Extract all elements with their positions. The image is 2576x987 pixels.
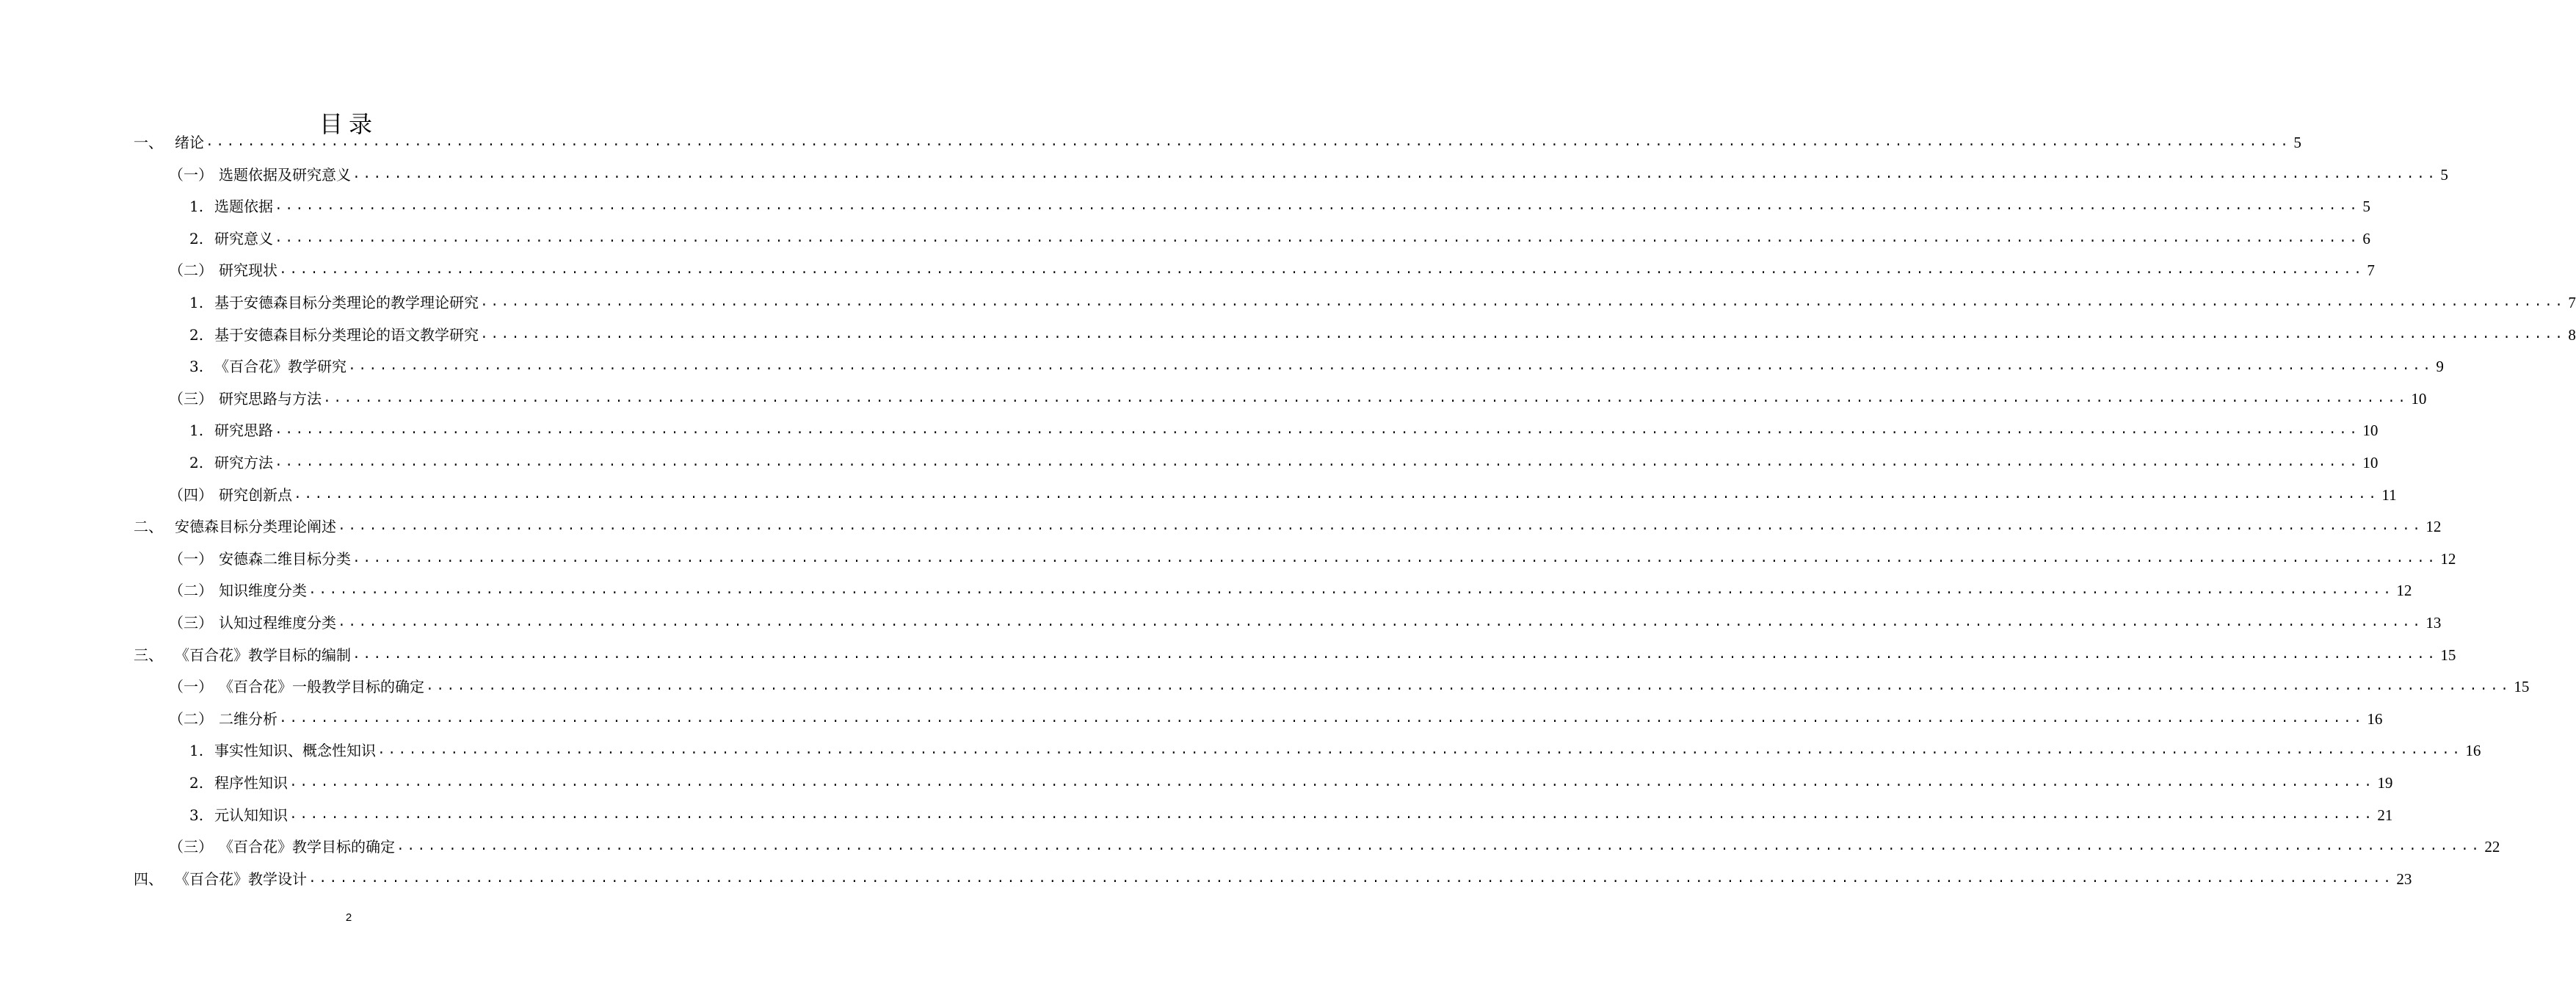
toc-entry-number: （一） [169,678,213,696]
toc-entry-number: 2. [189,774,204,792]
toc-entry[interactable] [169,549,2456,569]
toc-dot-leader: ........................................................................................................................................................................................................ [348,359,2434,375]
toc-entry-title: 基于安德森目标分类理论的教学理论研究 [214,294,479,311]
toc-entry-title: 选题依据及研究意义 [219,165,351,184]
toc-entry-title: 《百合花》教学目标的确定 [219,838,395,856]
toc-entry-page: 12 [2426,518,2442,536]
toc-entry-number: （二） [169,709,213,728]
toc-entry-title: 安德森二维目标分类 [219,549,351,568]
toc-entry[interactable] [189,773,2393,793]
toc-dot-leader: ........................................................................................................................................................................................................ [275,423,2360,438]
toc-entry-title: 事实性知识、概念性知识 [214,742,376,760]
toc-entry-number: 2. [189,454,204,471]
toc-entry-number: （二） [169,261,213,280]
toc-entry-number: 四、 [134,870,163,888]
page-number: 2 [345,911,352,924]
toc-dot-leader: ........................................................................................................................................................................................................ [275,231,2360,246]
toc-entry-page: 12 [2396,582,2412,600]
toc-entry-number: （三） [169,838,213,856]
toc-entry-page: 23 [2396,870,2412,888]
toc-dot-leader: ........................................................................................................................................................................................................ [480,327,2566,342]
toc-entry-title: 绪论 [175,134,204,151]
toc-entry-page: 5 [2440,165,2448,184]
toc-entry[interactable] [169,836,2500,857]
toc-entry[interactable] [189,325,2576,345]
toc-dot-leader: ........................................................................................................................................................................................................ [338,519,2423,535]
toc-entry[interactable] [134,132,2301,153]
toc-entry-page: 6 [2362,229,2370,247]
toc-dot-leader: ........................................................................................................................................................................................................ [352,647,2438,662]
toc-entry-page: 13 [2426,614,2442,632]
toc-entry-number: 3. [189,806,204,824]
toc-dot-leader: ........................................................................................................................................................................................................ [480,295,2566,310]
toc-entry-page: 21 [2377,806,2393,824]
toc-entry[interactable] [189,740,2481,761]
toc-entry[interactable] [189,356,2444,377]
toc-entry-page: 22 [2484,838,2500,856]
toc-dot-leader: ........................................................................................................................................................................................................ [294,487,2379,502]
toc-entry[interactable] [169,260,2375,281]
toc-entry[interactable] [134,645,2456,665]
toc-entry-title: 《百合花》一般教学目标的确定 [219,678,424,696]
toc-entry-title: 研究意义 [214,229,273,247]
toc-entry-page: 10 [2362,422,2379,440]
toc-entry-page: 15 [2440,646,2456,664]
toc-entry-number: 1. [189,742,204,760]
toc-dot-leader: ........................................................................................................................................................................................................ [289,776,2375,790]
toc-dot-leader: ........................................................................................................................................................................................................ [289,807,2375,822]
toc-entry-title: 研究创新点 [219,485,292,504]
toc-entry-number: （三） [169,614,213,632]
toc-entry-number: 1. [189,294,204,311]
toc-entry-number: （一） [169,165,213,184]
toc-entry[interactable] [189,420,2379,441]
toc-entry-title: 《百合花》教学研究 [214,358,347,376]
toc-entry-title: 研究思路 [214,422,273,440]
toc-entry-page: 5 [2293,134,2301,151]
toc-dot-leader: ........................................................................................................................................................................................................ [352,551,2438,566]
toc-entry[interactable] [169,164,2448,185]
toc-entry[interactable] [134,869,2412,889]
toc-dot-leader: ........................................................................................................................................................................................................ [308,871,2394,886]
toc-entry[interactable] [169,709,2383,729]
toc-dot-leader: ........................................................................................................................................................................................................ [275,199,2360,214]
toc-dot-leader: ........................................................................................................................................................................................................ [323,391,2409,406]
toc-dot-leader: ........................................................................................................................................................................................................ [206,135,2291,150]
toc-entry-title: 二维分析 [219,709,277,728]
toc-entry[interactable] [169,676,2530,697]
toc-entry-number: 二、 [134,518,163,536]
toc-entry[interactable] [189,452,2379,473]
toc-entry-page: 7 [2568,294,2576,311]
toc-entry-number: 三、 [134,646,163,664]
toc-entry-number: 3. [189,358,204,376]
toc-entry-page: 12 [2440,549,2456,568]
toc-dot-leader: ........................................................................................................................................................................................................ [308,583,2394,599]
toc-dot-leader: ........................................................................................................................................................................................................ [338,615,2423,630]
toc-dot-leader: ........................................................................................................................................................................................................ [377,743,2463,759]
toc-entry-page: 7 [2367,261,2375,280]
toc-entry-page: 11 [2381,485,2397,504]
toc-dot-leader: ........................................................................................................................................................................................................ [279,711,2365,726]
toc-entry[interactable] [169,580,2412,601]
toc-entry-page: 16 [2367,709,2383,728]
toc-entry-number: （一） [169,549,213,568]
toc-entry-page: 5 [2362,198,2370,216]
toc-entry[interactable] [189,292,2576,313]
toc-entry-title: 程序性知识 [214,774,288,792]
toc-entry-title: 知识维度分类 [219,582,307,600]
toc-dot-leader: ........................................................................................................................................................................................................ [275,455,2360,470]
toc-entry-number: （二） [169,582,213,600]
toc-entry[interactable] [169,388,2427,409]
toc-entry-title: 《百合花》教学设计 [175,870,307,888]
toc-entry-page: 16 [2465,742,2481,760]
toc-entry-page: 10 [2411,389,2427,408]
toc-entry-title: 基于安德森目标分类理论的语文教学研究 [214,325,479,344]
toc-entry[interactable] [169,485,2397,505]
toc-entry-title: 研究现状 [219,261,277,280]
toc-entry-title: 元认知知识 [214,806,288,824]
toc-entry-number: （三） [169,389,213,408]
toc-entry[interactable] [189,228,2370,249]
toc-entry-number: 一、 [134,134,163,151]
toc-entry-page: 9 [2436,358,2444,376]
toc-entry-title: 认知过程维度分类 [219,614,336,632]
toc-entry-page: 10 [2362,454,2379,471]
toc-entry-title: 研究思路与方法 [219,389,322,408]
toc-entry[interactable] [189,196,2370,217]
toc-entry-number: 1. [189,198,204,216]
toc-entry-title: 研究方法 [214,454,273,471]
toc-entry[interactable] [169,612,2442,633]
toc-entry-page: 15 [2514,678,2530,696]
toc-entry[interactable] [189,805,2393,825]
toc-dot-leader: ........................................................................................................................................................................................................ [279,263,2365,278]
toc-entry-page: 8 [2568,325,2576,344]
toc-entry-page: 19 [2377,774,2393,792]
toc-dot-leader: ........................................................................................................................................................................................................ [352,167,2438,182]
toc-entry-number: （四） [169,485,213,504]
page-title: 目录 [319,110,378,139]
toc-entry-title: 安德森目标分类理论阐述 [175,518,336,536]
toc-entry-number: 2. [189,325,204,344]
toc-entry-number: 2. [189,229,204,247]
toc-entry[interactable] [134,516,2442,537]
toc-entry-number: 1. [189,422,204,440]
toc-dot-leader: ........................................................................................................................................................................................................ [396,839,2482,855]
toc-entry-title: 《百合花》教学目标的编制 [175,646,351,664]
toc-dot-leader: ........................................................................................................................................................................................................ [426,679,2511,695]
toc-entry-title: 选题依据 [214,198,273,216]
